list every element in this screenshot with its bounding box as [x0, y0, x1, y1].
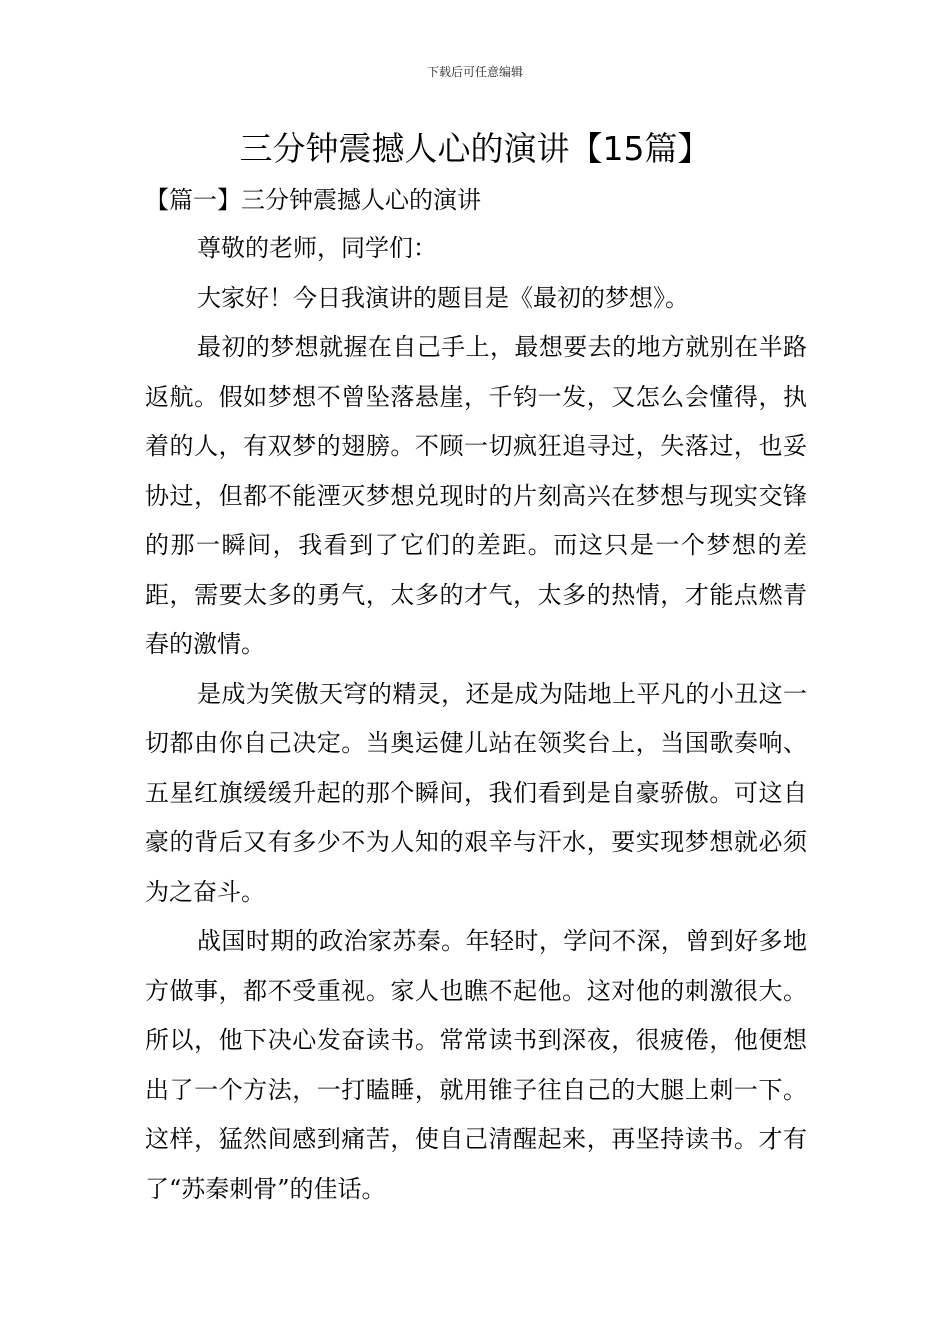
document-title: 三分钟震撼人心的演讲【15篇】 [239, 129, 711, 168]
body-text [145, 224, 807, 1214]
paragraph-su-qin: 战国时期的政治家苏秦。年轻时，学问不深，曾到好多地方做事，都不受重视。家人也瞧不起他。这对他的刺激很大。所以，他下决心发奋读书。常常读书到深夜，很疲倦，他便想出了一个方法，一打瞌睡，就用锥子往自己的大腿上刺一下。这样，猛然间感到痛苦，使自己清醒起来，再坚持读书。才有了“苏秦刺骨”的佳话。 [145, 927, 807, 1203]
paragraph-dream: 最初的梦想就握在自己手上，最想要去的地方就别在半路返航。假如梦想不曾坠落悬崖，千钧一发，又怎么会懂得，执着的人，有双梦的翅膀。不顾一切疯狂追寻过，失落过，也妥协过，但都不能湮灭梦想兑现时的片刻高兴在梦想与现实交锋的那一瞬间，我看到了它们的差距。而这只是一个梦想的差距，需要太多的勇气，太多的才气，太多的热情，才能点燃青春的激情。 [145, 333, 807, 658]
paragraph-greeting: 大家好！今日我演讲的题目是《最初的梦想》。 [197, 283, 689, 312]
section-heading: 【篇一】三分钟震撼人心的演讲 [145, 186, 481, 214]
paragraph-olympics: 是成为笑傲天穹的精灵，还是成为陆地上平凡的小丑这一切都由你自己决定。当奥运健儿站在领奖台上，当国歌奏响、五星红旗缓缓升起的那个瞬间，我们看到是自豪骄傲。可这自豪的背后又有多少不为人知的艰辛与汗水，要实现梦想就必须为之奋斗。 [145, 679, 807, 906]
paragraph-salutation: 尊敬的老师，同学们： [197, 234, 437, 262]
header-note: 下载后可任意编辑 [426, 65, 523, 79]
